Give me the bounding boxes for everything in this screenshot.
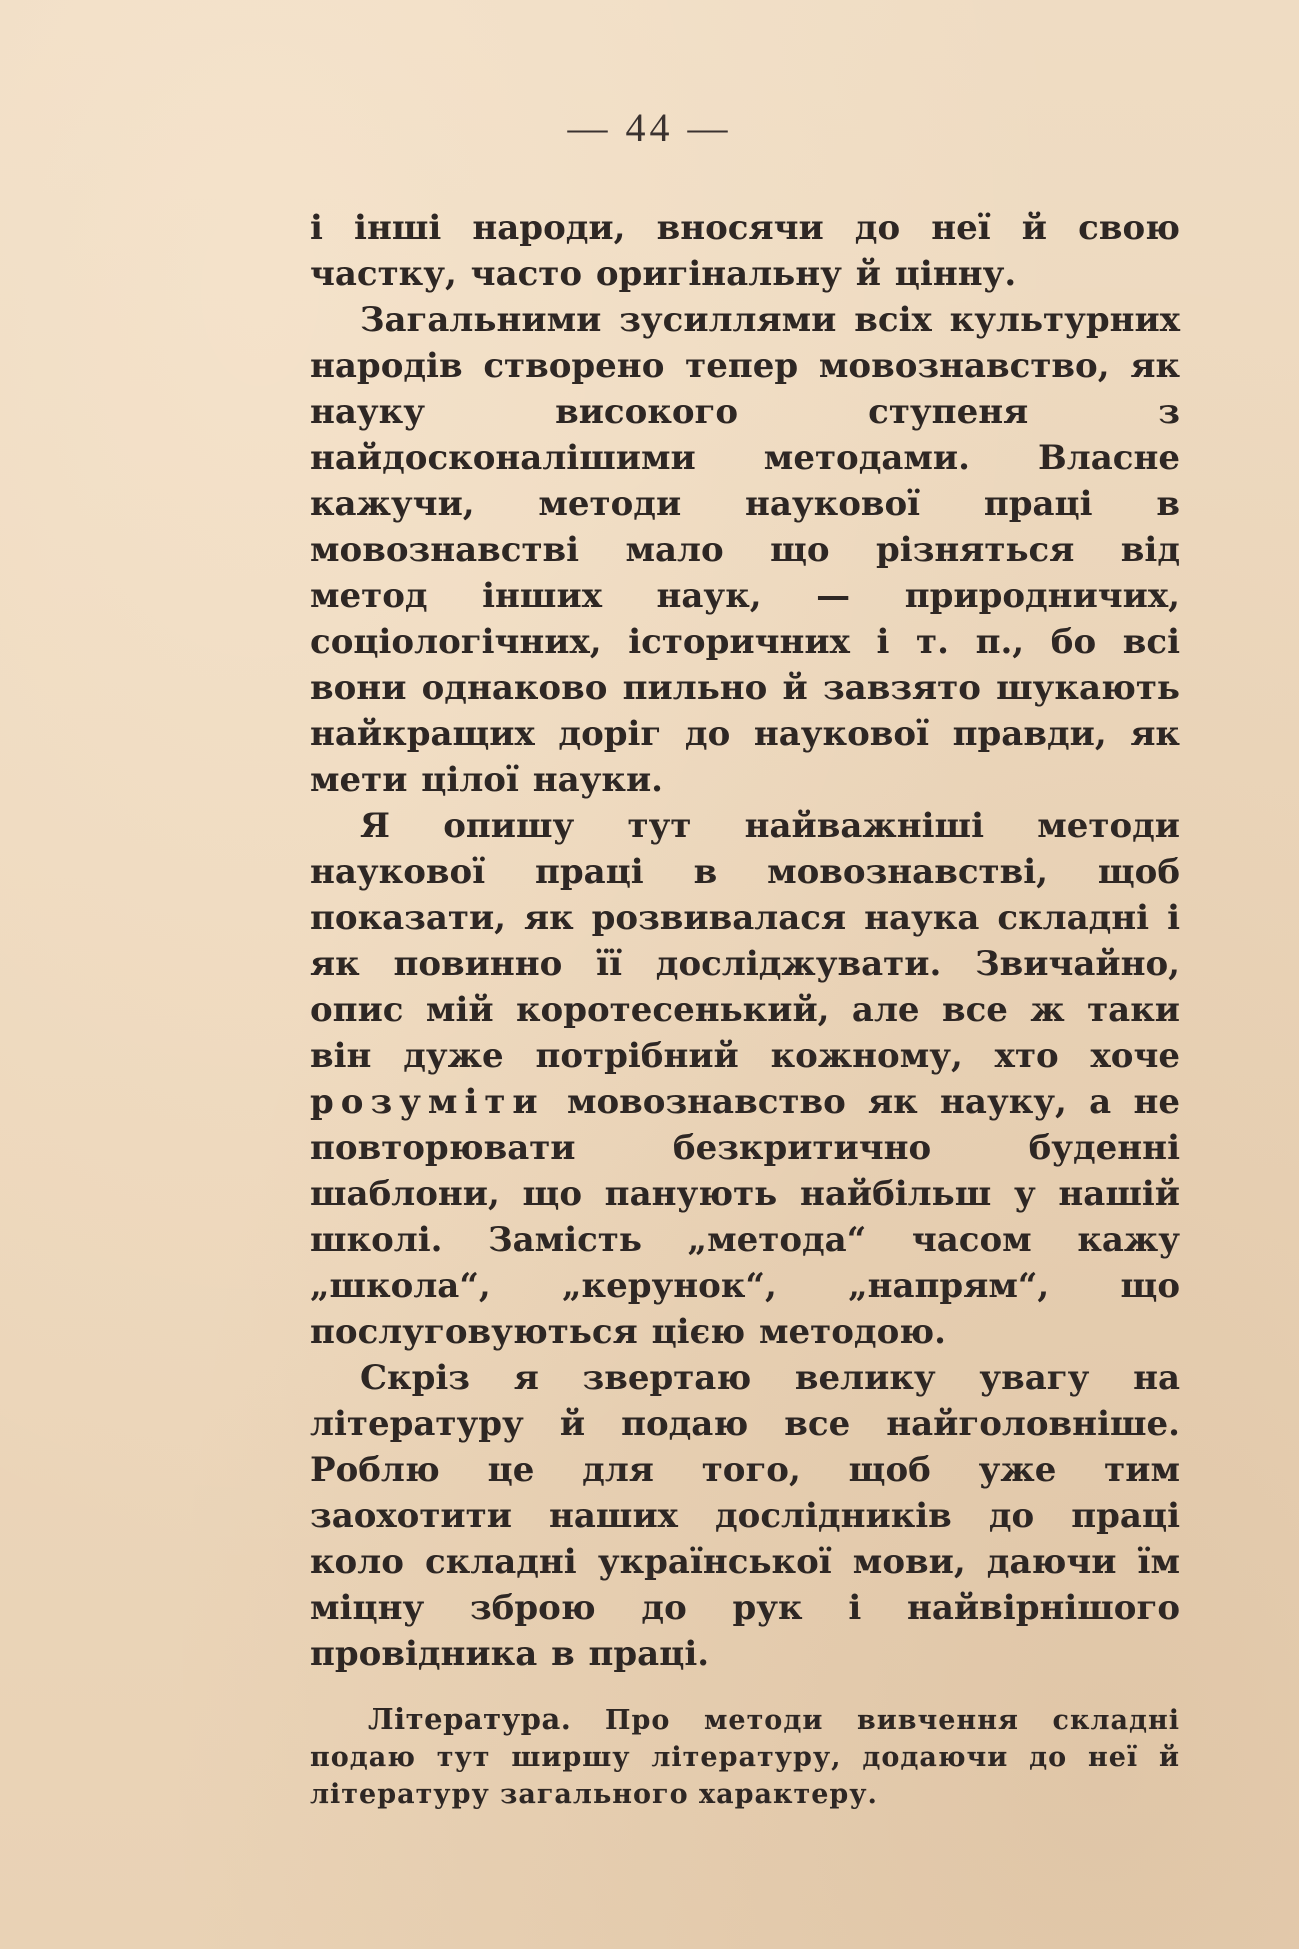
paragraph-2: Загальними зусиллями всіх культурних народів створено тепер мовознавство, як науку високого ступеня з найдосконалішими методами. Власне кажучи, методи наукової праці в мовознавстві мало що різняться від метод інших наук, — природничих, соціологічних, історичних і т. п., бо всі вони однаково пильно й завзято шукають найкращих доріг до наукової правди, як мети цілої науки. bbox=[310, 300, 1180, 800]
emphasized-word: розуміти bbox=[310, 1082, 545, 1122]
page-number: — 44 — bbox=[567, 105, 732, 150]
main-text bbox=[310, 205, 1180, 1840]
paragraph-3 bbox=[310, 803, 1180, 1355]
paragraph-1: і інші народи, вносячи до неї й свою частку, часто оригінальну й цінну. bbox=[310, 208, 1180, 294]
literature-label: Література. bbox=[368, 1702, 572, 1736]
paragraph-4: Скріз я звертаю велику увагу на літературу й подаю все найголовніше. Роблю це для того, щоб уже тим заохотити наших дослідників до праці коло складні української мови, даючи їм міцну зброю до рук і найвірнішого провідника в праці. bbox=[310, 1358, 1180, 1674]
paragraph-3-end: мовознавство як науку, а не повторювати безкритично буденні шаблони, що панують найбільш у нашій школі. Замість „метода“ часом кажу „школа“, „керунок“, „напрям“, що послуговуються цією методою. bbox=[310, 1082, 1180, 1352]
paragraph-3-start: Я опишу тут найважніші методи наукової праці в мовознавстві, щоб показати, як розвивалася наука складні і як повинно її досліджувати. Звичайно, опис мій коротесенький, але все ж таки він дуже потрібний кожному, хто хоче bbox=[310, 806, 1180, 1076]
literature-text: Про методи вивчення складні подаю тут ширшу літературу, додаючи до неї й літературу загального характеру. bbox=[310, 1705, 1180, 1810]
literature-note bbox=[310, 1701, 1180, 1813]
